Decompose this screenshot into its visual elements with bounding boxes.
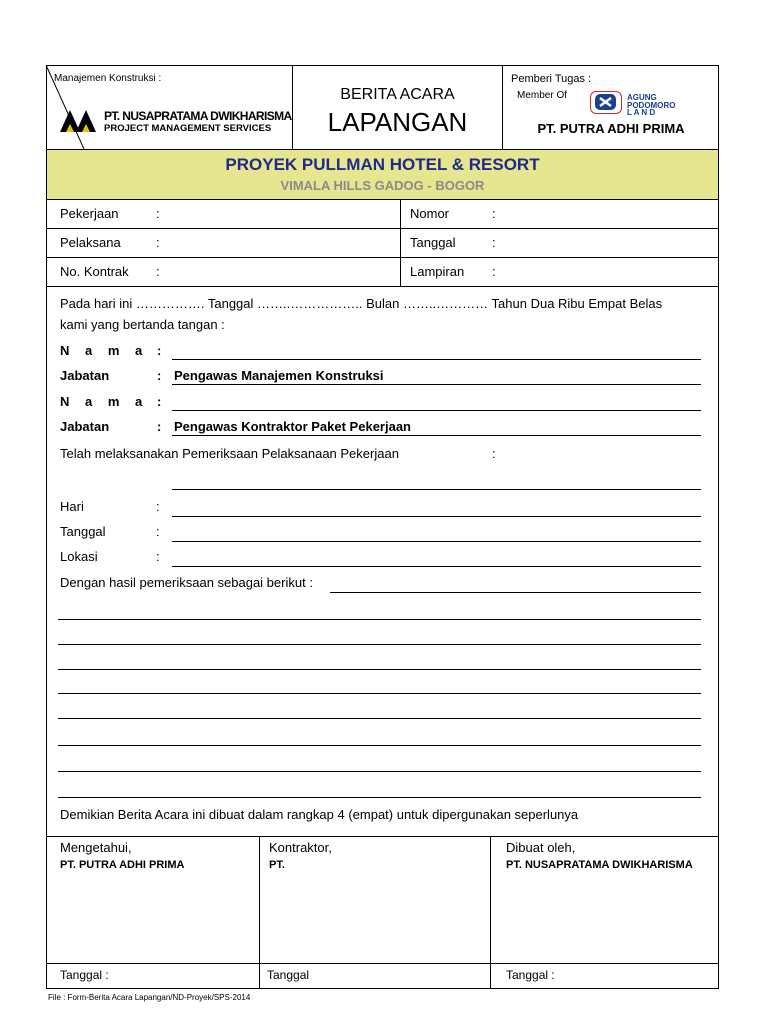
mk-subtitle: PROJECT MANAGEMENT SERVICES — [104, 123, 272, 134]
no-kontrak-label: No. Kontrak — [60, 264, 129, 279]
hari-label: Hari — [60, 499, 84, 514]
nusapratama-logo-icon — [58, 106, 100, 134]
agung-logo-text — [627, 94, 675, 117]
agung-podomoro-logo-icon — [590, 91, 622, 114]
hasil-label: Dengan hasil pemeriksaan sebagai berikut : — [60, 575, 313, 590]
hasil-fill-line-1[interactable] — [58, 619, 701, 620]
info-row-line-1 — [46, 228, 719, 229]
colon: : — [492, 206, 496, 221]
pelaksana-label: Pelaksana — [60, 235, 121, 250]
tanggal-label: Tanggal — [410, 235, 456, 250]
colon: : — [156, 264, 160, 279]
pemeriksaan-fill-line[interactable] — [172, 489, 701, 490]
tanggal-fill-line[interactable] — [172, 541, 701, 542]
owner-label: Pemberi Tugas : — [511, 73, 592, 85]
lampiran-label: Lampiran — [410, 264, 465, 279]
hasil-fill-line-2[interactable] — [58, 644, 701, 645]
colon: : — [156, 206, 160, 221]
tanggal-body-label: Tanggal — [60, 524, 106, 539]
info-row-line-3 — [46, 286, 719, 287]
sign-col3-label: Dibuat oleh, — [506, 840, 576, 855]
mk-label: Manajemen Konstruksi : — [54, 73, 162, 84]
sign-col2-company: PT. — [269, 859, 285, 871]
mk-company: PT. NUSAPRATAMA DWIKHARISMA — [104, 109, 292, 123]
owner-company: PT. PUTRA ADHI PRIMA — [537, 121, 685, 136]
jabatan-1-fill-line — [172, 384, 701, 385]
signature-divider-2 — [490, 836, 491, 989]
colon: : — [157, 343, 162, 358]
info-row-line-2 — [46, 257, 719, 258]
sign-col1-label: Mengetahui, — [60, 840, 132, 855]
lokasi-fill-line[interactable] — [172, 566, 701, 567]
header-divider-2 — [502, 65, 503, 149]
nama-label-2: N a m a — [60, 394, 149, 409]
jabatan-2-value: Pengawas Kontraktor Paket Pekerjaan — [174, 419, 411, 434]
colon: : — [492, 235, 496, 250]
hasil-fill-line-0[interactable] — [330, 592, 701, 593]
agung-logo-word-2: PODOMORO — [627, 100, 676, 110]
footer-file-ref: File : Form-Berita Acara Lapangan/ND-Proyek/SPS-2014 — [48, 993, 251, 1002]
info-divider — [400, 199, 401, 286]
sign-col1-company: PT. PUTRA ADHI PRIMA — [60, 859, 185, 871]
hasil-fill-line-8[interactable] — [58, 797, 701, 798]
hari-fill-line[interactable] — [172, 516, 701, 517]
pekerjaan-label: Pekerjaan — [60, 206, 119, 221]
project-title: PROYEK PULLMAN HOTEL & RESORT — [225, 155, 540, 174]
sign-col1-date: Tanggal : — [60, 968, 109, 982]
jabatan-label-1: Jabatan — [60, 368, 110, 383]
hasil-fill-line-6[interactable] — [58, 745, 701, 746]
colon: : — [157, 394, 162, 409]
hasil-fill-line-5[interactable] — [58, 718, 701, 719]
doc-title-line1: BERITA ACARA — [340, 86, 455, 103]
colon: : — [157, 419, 162, 434]
jabatan-2-fill-line — [172, 435, 701, 436]
colon: : — [157, 368, 162, 383]
sign-col2-label: Kontraktor, — [269, 840, 332, 855]
jabatan-1-value: Pengawas Manajemen Konstruksi — [174, 368, 384, 383]
signature-top-line — [46, 836, 719, 837]
agung-logo-word-3: L A N D — [627, 108, 656, 117]
project-location: VIMALA HILLS GADOG - BOGOR — [280, 178, 485, 193]
sign-col3-company: PT. NUSAPRATAMA DWIKHARISMA — [506, 859, 693, 871]
colon: : — [492, 264, 496, 279]
colon: : — [156, 499, 160, 514]
pemeriksaan-label: Telah melaksanakan Pemeriksaan Pelaksanaan Pekerjaan — [60, 446, 399, 461]
signature-date-line — [46, 963, 719, 964]
form-frame — [46, 65, 719, 989]
nomor-label: Nomor — [410, 206, 450, 221]
colon: : — [156, 524, 160, 539]
band-bottom-line — [46, 199, 719, 200]
sign-col2-date: Tanggal — [267, 968, 310, 982]
hasil-fill-line-3[interactable] — [58, 669, 701, 670]
doc-title-line2: LAPANGAN — [327, 107, 468, 137]
nama-label-1: N a m a — [60, 343, 149, 358]
hasil-fill-line-4[interactable] — [58, 693, 701, 694]
opening-text: Pada hari ini ……………. Tanggal ……..…………….. Bulan ……..………… Tahun Dua Ribu Empat Belas — [60, 296, 663, 311]
agung-logo-word-1: AGUNG — [627, 93, 657, 102]
jabatan-label-2: Jabatan — [60, 419, 110, 434]
colon: : — [156, 549, 160, 564]
opening-text-2: kami yang bertanda tangan : — [60, 317, 225, 332]
colon: : — [492, 446, 496, 461]
signature-divider-1 — [259, 836, 260, 989]
sign-col3-date: Tanggal : — [506, 968, 555, 982]
colon: : — [156, 235, 160, 250]
member-of-label: Member Of — [517, 90, 568, 101]
nama-1-fill-line[interactable] — [172, 359, 701, 360]
hasil-fill-line-7[interactable] — [58, 771, 701, 772]
nama-2-fill-line[interactable] — [172, 410, 701, 411]
closing-text: Demikian Berita Acara ini dibuat dalam rangkap 4 (empat) untuk dipergunakan seperlunya — [60, 807, 579, 822]
lokasi-label: Lokasi — [60, 549, 98, 564]
